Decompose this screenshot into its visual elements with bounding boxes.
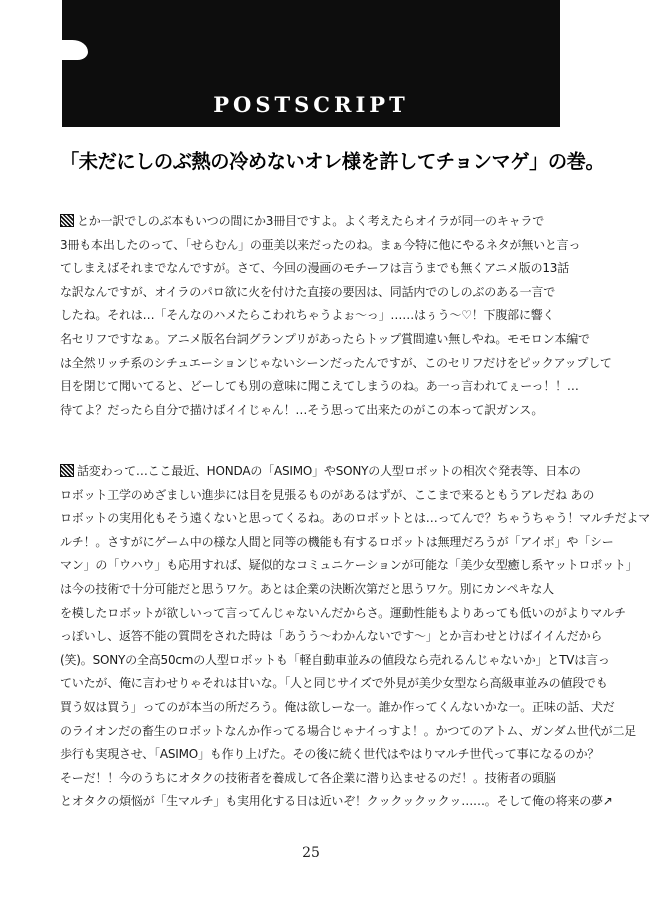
- paragraph-line: ていたが、俺に言わせりゃそれは甘いな。「人と同じサイズで外見が美少女型なら高級車並みの値段でも: [60, 676, 608, 691]
- paragraph-line: を模したロボットが欲しいって言ってんじゃないんだからさ。運動性能もよりあっても低いのがよりマルチ: [60, 605, 626, 620]
- paragraph-line: とか一訳でしのぶ本もいつの間にか3冊目ですよ。よく考えたらオイラが同一のキャラで: [60, 210, 582, 234]
- header-smudge: [62, 40, 88, 60]
- paragraph-line: 目を閉じて聞いてると、どーしても別の意味に聞こえてしまうのね。あ一っ言われてぇーっ！！…: [60, 379, 579, 394]
- paragraph-line: 買う奴は買う」ってのが本当の所だろう。俺は欲しーな一。誰か作ってくんないかな一。正味の話、犬だ: [60, 699, 615, 714]
- paragraph-line: ルチ！。さすがにゲーム中の様な人間と同等の機能も有するロボットは無理だろうが「アイボ」や「シー: [60, 534, 614, 549]
- paragraph-line: ロボット工学のめざましい進歩には目を見張るものがあるはずが、ここまで来るともうアレだね あの: [60, 487, 595, 502]
- postscript-header-band: [62, 0, 560, 127]
- paragraph-line: したね。それは…「そんなのハメたらこわれちゃうよぉ〜っ」……はぅう〜♡！下腹部に響く: [60, 308, 555, 323]
- hatched-square-bullet-icon: [60, 214, 74, 227]
- paragraph-line: のライオンだの畜生のロボットなんか作ってる場合じゃナイっすよ！。かつてのアトム、ガンダム世代が二足: [60, 723, 637, 738]
- paragraph-line: 待てよ？だったら自分で描けばイイじゃん！…そう思って出来たのがこの本って訳ガンス。: [60, 402, 544, 417]
- paragraph-line: マン」の「ウハウ」も応用すれば、疑似的なコミュニケーションが可能な「美少女型癒し系ヤットロボット」: [60, 558, 638, 573]
- paragraph-line: な訳なんですが、オイラのパロ欲に火を付けた直接の要因は、同話内でのしのぶのある一言で: [60, 284, 556, 299]
- paragraph-line: とオタクの煩悩が「生マルチ」も実用化する日は近いぞ！クックックックッ……。そして俺の将来の夢↗: [60, 794, 613, 809]
- paragraph-line: っぽいし、返答不能の質問をされた時は「あうう〜わかんないです〜」とか言わせとけばイイんだから: [60, 629, 603, 644]
- page-number: 25: [302, 845, 320, 861]
- paragraph-line: 話変わって…ここ最近、HONDAの「ASIMO」やSONYの人型ロボットの相次ぐ発表等、日本の: [60, 460, 582, 484]
- paragraph-1: [60, 210, 612, 422]
- paragraph-line: ロボットの実用化もそう遠くないと思ってくるね。あのロボットとは…ってんで？ちゃうちゃう！マルチだよマ: [60, 511, 650, 526]
- paragraph-line: 3冊も本出したのって、「せらむん」の亜美以来だったのね。まぁ今特に他にやるネタが無いと言っ: [60, 237, 581, 252]
- postscript-title: POSTSCRIPT: [213, 92, 409, 117]
- paragraph-line: 名セリフですなぁ。アニメ版名台詞グランプリがあったらトップ賞間違い無しやね。モモロン本編で: [60, 331, 590, 346]
- paragraph-line: (笑)。SONYの全高50cmの人型ロボットも「軽自動車並みの値段なら売れるんじゃないか」とTVは言っ: [60, 652, 610, 667]
- hatched-square-bullet-icon: [60, 464, 74, 477]
- paragraph-line: てしまえばそれまでなんですが。さて、今回の漫画のモチーフは言うまでも無くアニメ版の13話: [60, 261, 570, 276]
- paragraph-line: そーだ！！今のうちにオタクの技術者を養成して各企業に潜り込ませるのだ！。技術者の頭脳: [60, 770, 556, 785]
- chapter-subtitle: 「未だにしのぶ熱の冷めないオレ様を許してチョンマゲ」の巻。: [60, 150, 605, 173]
- paragraph-line: 歩行も実現させ、「ASIMO」も作り上げた。その後に続く世代はやはりマルチ世代って事になるのか？: [60, 747, 600, 762]
- paragraph-line: は全然リッチ系のシチュエーションじゃないシーンだったんですが、このセリフだけをピックアップして: [60, 355, 612, 370]
- paragraph-line: は今の技術で十分可能だと思うワケ。あとは企業の決断次第だと思うワケ。別にカンペキな人: [60, 581, 554, 596]
- paragraph-2: [60, 460, 650, 814]
